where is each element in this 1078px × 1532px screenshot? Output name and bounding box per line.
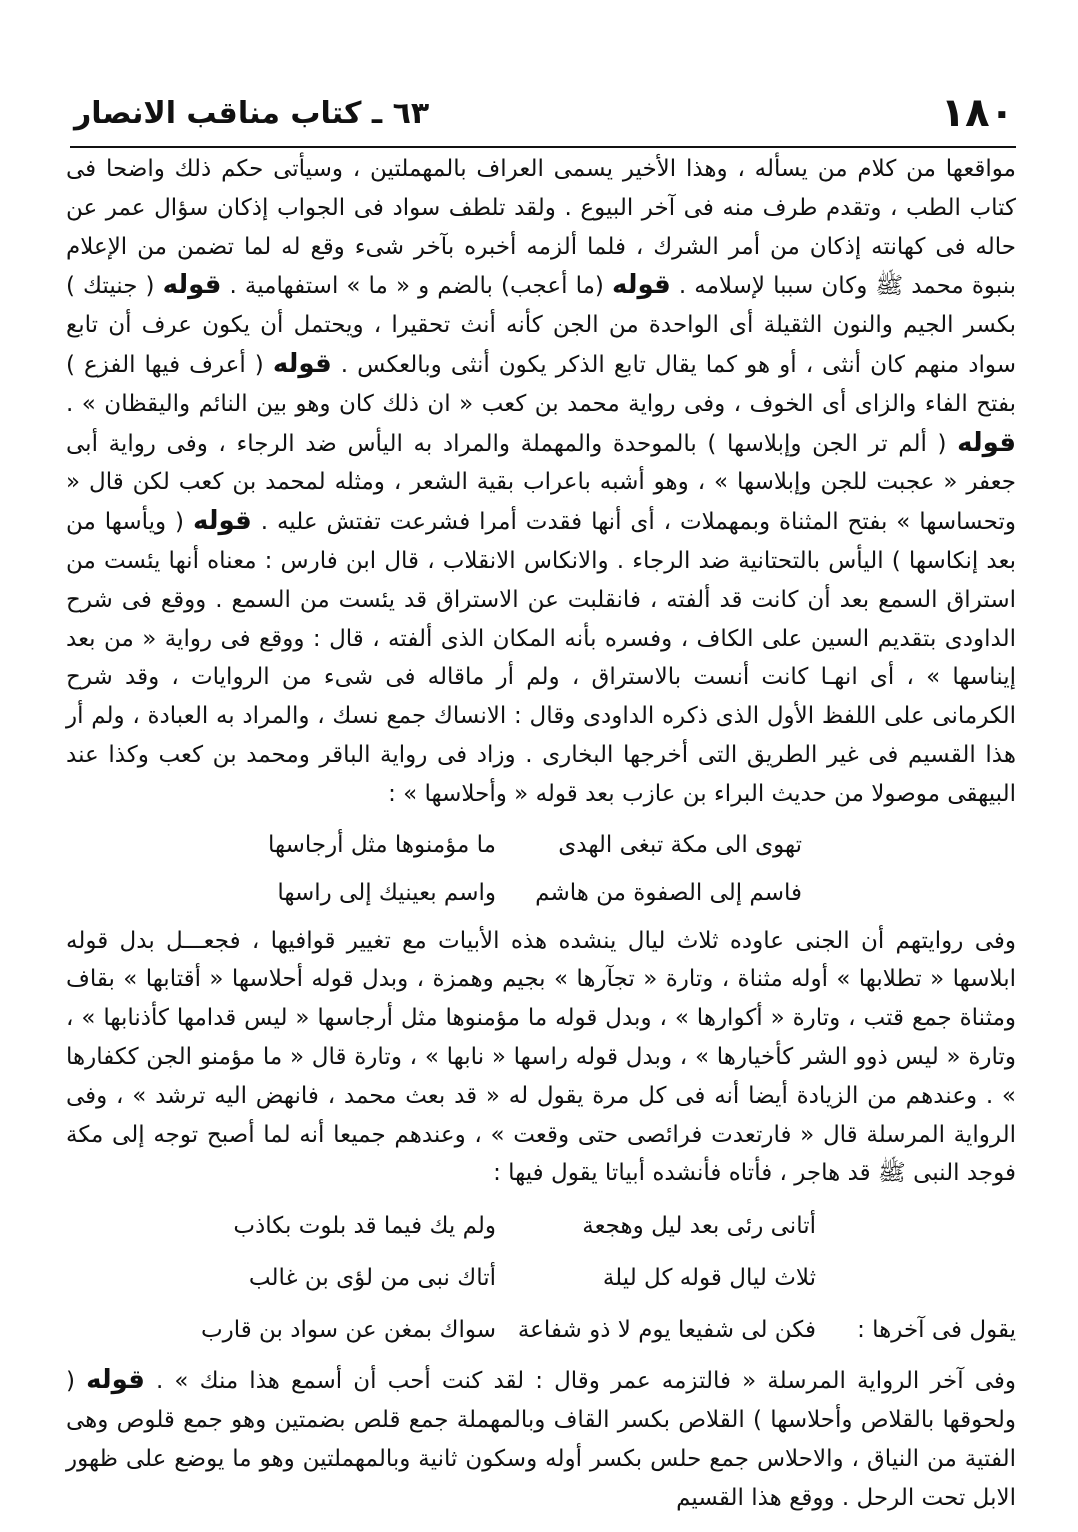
- page-body: [66, 150, 1016, 1517]
- verse-hemistich: تهوى الى مكة تبغى الهدى: [558, 831, 802, 858]
- text: ( ويأسها من بعد إنكاسها ) اليأس بالتحتانية ضد الرجاء . والانكاس الانقلاب ، قال ابن فارس : معناه أنها يئست من استراق السمع بعد أن كانت قد ألفته ، فانقلبت عن الاستراق قد يئست من السمع . ووقع فى شرح الداودى بتقديم السين على الكاف ، وفسره بأنه المكان الذى ألفته ، قال : ووقع فى رواية « من بعد إيناسها » ، أى انهـا كانت أنست بالاستراق ، ولم أر ماقاله فى شىء من الروايات ، وقد شرح الكرمانى على اللفظ الأول الذى ذكره الداودى وقال : الانساك جمع نسك ، والمراد به العبادة ، ولم أر هذا القسيم فى غير الطريق التى أخرجها البخارى . وزاد فى رواية الباقر ومحمد بن كعب وكذا عند البيهقى موصولا من حديث البراء بن عازب بعد قوله « وأحلاسها » :: [66, 509, 1016, 807]
- page-header: [74, 82, 1014, 142]
- text: وفى روايتهم أن الجنى عاوده ثلاث ليال ينشده هذه الأبيات مع تغيير قوافيها ، فجعـــل بدل قوله ابلاسها « تطلابها » أوله مثناة ، وتارة « تجآرها » بجيم وهمزة ، وبدل قوله أحلاسها « أقتابها » بقاف ومثناة جمع قتب ، وتارة « أكوارها » ، وبدل قوله ما مؤمنوها مثل أرجاسها « ليس قدامها كأذنابها » ، وتارة « ليس ذوو الشر كأخيارها » ، وبدل قوله راسها « نابها » ، وتارة قال « ما مؤمنو الجن ككفارها » . وعندهم من الزيادة أيضا أنه فى كل مرة يقول له « قد بعث محمد ، فانهض اليه ترشد » ، وفى الرواية المرسلة قال « فارتعدت فرائصى حتى وقعت » ، وعندهم جميعا أنه لما أصبح توجه إلى مكة فوجد النبى ﷺ قد هاجر ، فأتاه فأنشده أبياتا يقول فيها :: [66, 927, 1016, 1187]
- verse-hemistich: ثلاث ليال قوله كل ليلة: [602, 1265, 816, 1292]
- keyword-qawluhu: قوله: [272, 348, 332, 379]
- verse-lead: يقول فى آخرها :: [857, 1317, 1016, 1344]
- paragraph-1: [66, 150, 1016, 814]
- text: ( أعرف فيها الفزع ) بفتح الفاء والزاى أى الخوف ، وفى رواية محمد بن كعب « ان ذلك كان وهو بين النائم واليقظان » .: [66, 351, 1016, 417]
- keyword-qawluhu: قوله: [86, 1365, 145, 1396]
- verse-hemistich: أتانى رئى بعد ليل وهجعة: [582, 1213, 816, 1240]
- verse-line-4: [66, 1257, 1016, 1297]
- verse-hemistich: أتاك نبى من لؤى بن غالب: [248, 1265, 496, 1292]
- paragraph-3: [66, 1361, 1016, 1517]
- verse-line-5: [66, 1309, 1016, 1349]
- verse-hemistich: فاسم إلى الصفوة من هاشم: [535, 879, 802, 906]
- text: (ما أعجب) بالضم و « ما » استفهامية .: [229, 273, 604, 300]
- page-number: ١٨٠: [940, 90, 1014, 136]
- verse-hemistich: سواك بمغن عن سواد بن قارب: [200, 1317, 496, 1344]
- verse-hemistich: واسم بعينيك إلى راسها: [277, 879, 496, 906]
- keyword-qawluhu: قوله: [611, 270, 671, 301]
- verse-hemistich: فكن لى شفيعا يوم لا ذو شفاعة: [517, 1317, 816, 1344]
- paragraph-2: [66, 922, 1016, 1194]
- verse-line-1: [66, 824, 1016, 862]
- running-title: ٦٣ ـ كتاب مناقب الانصار: [74, 96, 430, 131]
- keyword-qawluhu: قوله: [162, 270, 222, 301]
- header-rule: [70, 146, 1016, 148]
- text: وفى آخر الرواية المرسلة « فالتزمه عمر وقال : لقد كنت أحب أن أسمع هذا منك » .: [156, 1368, 1017, 1395]
- verse-line-3: [66, 1205, 1016, 1245]
- keyword-qawluhu: قوله: [192, 506, 252, 537]
- keyword-qawluhu: قوله: [957, 427, 1017, 458]
- verse-line-2: [66, 872, 1016, 912]
- text: مواقعها من كلام من يسأله ، وهذا الأخير يسمى العراف بالمهملتين ، وسيأتى حكم ذلك واضحا فى كتاب الطب ، وتقدم طرف منه فى آخر البيوع . ولقد تلطف سواد فى الجواب إذكان سؤال عمر عن حاله فى كهانته إذكان من أمر الشرك ، فلما ألزمه أخبره بآخر شىء وقع له لما تضمن من الإعلام بنبوة محمد ﷺ وكان سببا لإسلامه .: [66, 156, 1017, 300]
- verse-hemistich: ما مؤمنوها مثل أرجاسها: [267, 831, 496, 858]
- text: ( جنيتك ) بكسر الجيم والنون الثقيلة أى الواحدة من الجن كأنه أنث تحقيرا ، ويحتمل أن يكون عرف أن تابع سواد منهم كان أنثى ، أو هو كما يقال تابع الذكر يكون أنثى وبالعكس .: [66, 273, 1017, 378]
- verse-hemistich: ولم يك فيما قد بلوت بكاذب: [233, 1213, 496, 1240]
- text: ( ولحوقها بالقلاص وأحلاسها ) القلاص بكسر القاف وبالمهملة جمع قلص بضمتين وهو جمع قلوص وهى الفتية من النياق ، والاحلاس جمع حلس بكسر أوله وسكون ثانية وبالمهملتين وهو ما يوضع على ظهور الابل تحت الرحل . ووقع هذا القسيم: [66, 1368, 1016, 1511]
- text: ( ألم تر الجن وإبلاسها ) بالموحدة والمهملة والمراد به اليأس ضد الرجاء ، وفى رواية أبى جعفر « عجبت للجن وإبلاسها » ، وهو أشبه باعراب بقية الشعر ، ومثله لمحمد بن كعب لكن قال « وتحساسها » بفتح المثناة وبمهملات ، أى أنها فقدت أمرا فشرعت تفتش عليه .: [66, 430, 1017, 536]
